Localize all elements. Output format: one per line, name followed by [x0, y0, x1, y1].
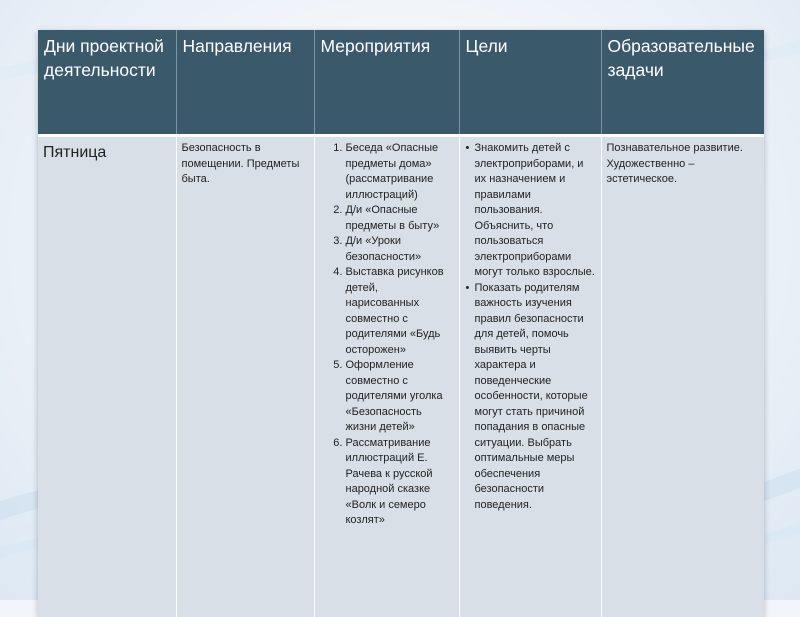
header-events: Мероприятия	[314, 30, 459, 136]
events-list	[320, 141, 454, 529]
list-item: • Показать родителям важность изучения правил безопасности для детей, помочь выявить черты характера и поведенческие особенности, которые могут стать причиной попадания в опасные ситуации. Выбрать оптимальные меры обеспечения безопасности поведения.	[475, 281, 596, 514]
list-item: 4. Выставка рисунков детей, нарисованных совместно с родителями «Будь осторожен»	[346, 265, 454, 358]
table-row	[38, 136, 764, 617]
list-item: 6. Рассматривание иллюстраций Е. Рачева к русской народной сказке «Волк и семеро козлят»	[346, 436, 454, 529]
list-item: 1. Беседа «Опасные предметы дома» (рассматривание иллюстраций)	[346, 141, 454, 203]
tasks-cell: Познавательное развитие. Художественно – эстетическое.	[601, 136, 764, 617]
goals-cell	[459, 136, 601, 617]
header-row	[38, 30, 764, 136]
list-item: 3. Д/и «Уроки безопасности»	[346, 234, 454, 265]
goals-list	[465, 141, 596, 513]
day-cell: Пятница	[38, 136, 176, 617]
direction-cell: Безопасность в помещении. Предметы быта.	[176, 136, 314, 617]
list-item: • Знакомить детей с электроприборами, и их назначением и правилами пользования. Объяснить, что пользоваться электроприборами могут только взрослые.	[475, 141, 596, 281]
header-goals: Цели	[459, 30, 601, 136]
header-tasks: Образовательные задачи	[601, 30, 764, 136]
project-schedule-table	[38, 30, 764, 617]
header-directions: Направления	[176, 30, 314, 136]
events-cell	[314, 136, 459, 617]
list-item: 2. Д/и «Опасные предметы в быту»	[346, 203, 454, 234]
list-item: 5. Оформление совместно с родителями уголка «Безопасность жизни детей»	[346, 358, 454, 436]
header-days: Дни проектной деятельности	[38, 30, 176, 136]
